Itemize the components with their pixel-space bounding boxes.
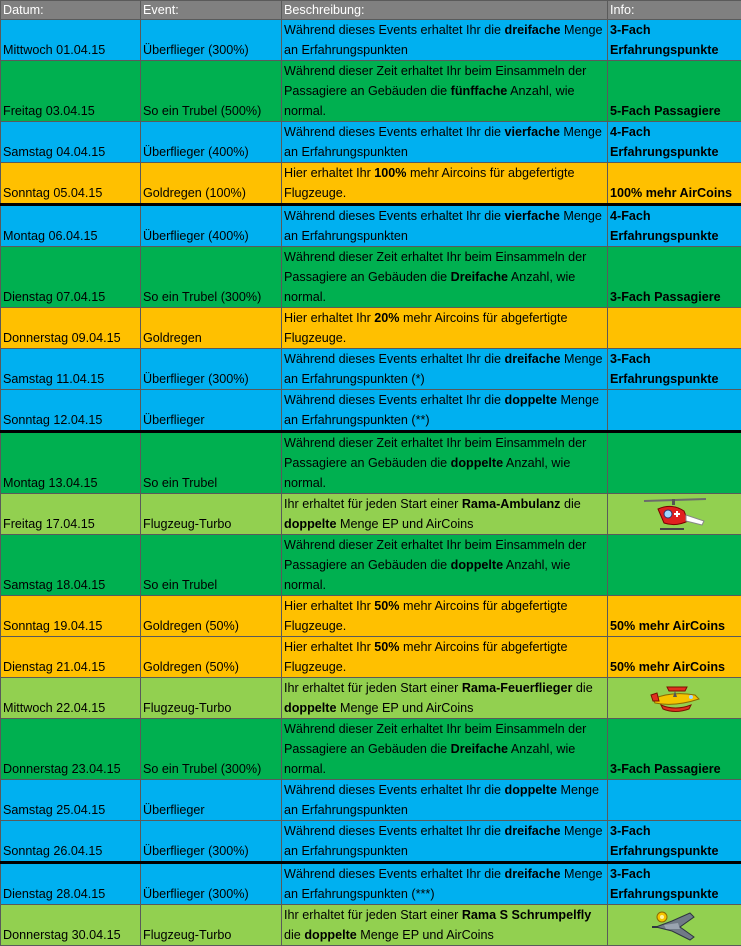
cell-info[interactable]: 50% mehr AirCoins bbox=[608, 637, 741, 678]
table-row bbox=[1, 678, 741, 719]
table-row bbox=[1, 20, 741, 61]
cell-date[interactable]: Dienstag 07.04.15 bbox=[1, 247, 141, 308]
cell-description[interactable]: Während dieses Events erhaltet Ihr die dreifache Menge an Erfahrungspunkten (***) bbox=[282, 863, 608, 905]
cell-info[interactable]: 4-Fach Erfahrungspunkte bbox=[608, 122, 741, 163]
header-row bbox=[1, 1, 741, 20]
cell-event[interactable]: So ein Trubel (500%) bbox=[141, 61, 282, 122]
cell-event[interactable]: Flugzeug-Turbo bbox=[141, 494, 282, 535]
cell-description[interactable]: Ihr erhaltet für jeden Start einer Rama S Schrumpelfly die doppelte Menge EP und AirCoins bbox=[282, 905, 608, 946]
cell-event[interactable]: Überflieger (300%) bbox=[141, 349, 282, 390]
cell-event[interactable]: So ein Trubel bbox=[141, 432, 282, 494]
cell-date[interactable]: Freitag 17.04.15 bbox=[1, 494, 141, 535]
cell-info[interactable]: 100% mehr AirCoins bbox=[608, 163, 741, 205]
cell-event[interactable]: Überflieger bbox=[141, 390, 282, 432]
table-row bbox=[1, 205, 741, 247]
table-row bbox=[1, 596, 741, 637]
shrink-plane-icon bbox=[650, 907, 700, 943]
cell-description[interactable]: Während dieses Events erhaltet Ihr die vierfache Menge an Erfahrungspunkten bbox=[282, 122, 608, 163]
cell-description[interactable]: Ihr erhaltet für jeden Start einer Rama-Ambulanz die doppelte Menge EP und AirCoins bbox=[282, 494, 608, 535]
table-row bbox=[1, 122, 741, 163]
ambulance-helicopter-icon bbox=[642, 495, 708, 533]
cell-description[interactable]: Hier erhaltet Ihr 50% mehr Aircoins für abgefertigte Flugzeuge. bbox=[282, 637, 608, 678]
table-row bbox=[1, 308, 741, 349]
header-date[interactable]: Datum: bbox=[1, 1, 141, 20]
cell-description[interactable]: Hier erhaltet Ihr 50% mehr Aircoins für abgefertigte Flugzeuge. bbox=[282, 596, 608, 637]
cell-event[interactable]: Überflieger bbox=[141, 780, 282, 821]
cell-info[interactable]: 3-Fach Erfahrungspunkte bbox=[608, 349, 741, 390]
cell-info[interactable] bbox=[608, 390, 741, 432]
cell-info[interactable] bbox=[608, 432, 741, 494]
table-row bbox=[1, 535, 741, 596]
cell-description[interactable]: Während dieses Events erhaltet Ihr die vierfache Menge an Erfahrungspunkten bbox=[282, 205, 608, 247]
cell-description[interactable]: Während dieser Zeit erhaltet Ihr beim Einsammeln der Passagiere an Gebäuden die fünffache Anzahl, wie normal. bbox=[282, 61, 608, 122]
cell-date[interactable]: Samstag 11.04.15 bbox=[1, 349, 141, 390]
cell-date[interactable]: Montag 06.04.15 bbox=[1, 205, 141, 247]
table-row bbox=[1, 780, 741, 821]
cell-event[interactable]: Flugzeug-Turbo bbox=[141, 678, 282, 719]
cell-description[interactable]: Hier erhaltet Ihr 20% mehr Aircoins für abgefertigte Flugzeuge. bbox=[282, 308, 608, 349]
cell-info[interactable]: 5-Fach Passagiere bbox=[608, 61, 741, 122]
cell-description[interactable]: Ihr erhaltet für jeden Start einer Rama-Feuerflieger die doppelte Menge EP und AirCoins bbox=[282, 678, 608, 719]
cell-event[interactable]: Überflieger (300%) bbox=[141, 821, 282, 863]
cell-description[interactable]: Während dieses Events erhaltet Ihr die dreifache Menge an Erfahrungspunkten bbox=[282, 20, 608, 61]
cell-event[interactable]: Goldregen (50%) bbox=[141, 596, 282, 637]
cell-info[interactable] bbox=[608, 535, 741, 596]
cell-event[interactable]: Überflieger (400%) bbox=[141, 205, 282, 247]
cell-date[interactable]: Samstag 04.04.15 bbox=[1, 122, 141, 163]
cell-description[interactable]: Während dieser Zeit erhaltet Ihr beim Einsammeln der Passagiere an Gebäuden die Dreifache Anzahl, wie normal. bbox=[282, 719, 608, 780]
cell-info[interactable]: 4-Fach Erfahrungspunkte bbox=[608, 205, 741, 247]
cell-info[interactable] bbox=[608, 780, 741, 821]
cell-event[interactable]: Überflieger (300%) bbox=[141, 863, 282, 905]
cell-date[interactable]: Mittwoch 22.04.15 bbox=[1, 678, 141, 719]
cell-date[interactable]: Montag 13.04.15 bbox=[1, 432, 141, 494]
table-row bbox=[1, 61, 741, 122]
cell-date[interactable]: Freitag 03.04.15 bbox=[1, 61, 141, 122]
table-row bbox=[1, 637, 741, 678]
cell-event[interactable]: So ein Trubel (300%) bbox=[141, 247, 282, 308]
cell-info[interactable] bbox=[608, 308, 741, 349]
table-row bbox=[1, 349, 741, 390]
cell-info[interactable] bbox=[608, 905, 741, 946]
cell-date[interactable]: Sonntag 05.04.15 bbox=[1, 163, 141, 205]
cell-description[interactable]: Hier erhaltet Ihr 100% mehr Aircoins für abgefertigte Flugzeuge. bbox=[282, 163, 608, 205]
cell-date[interactable]: Mittwoch 01.04.15 bbox=[1, 20, 141, 61]
cell-date[interactable]: Sonntag 26.04.15 bbox=[1, 821, 141, 863]
header-description[interactable]: Beschreibung: bbox=[282, 1, 608, 20]
cell-info[interactable]: 3-Fach Passagiere bbox=[608, 719, 741, 780]
cell-event[interactable]: Goldregen (100%) bbox=[141, 163, 282, 205]
cell-event[interactable]: Flugzeug-Turbo bbox=[141, 905, 282, 946]
header-event[interactable]: Event: bbox=[141, 1, 282, 20]
cell-date[interactable]: Donnerstag 23.04.15 bbox=[1, 719, 141, 780]
cell-description[interactable]: Während dieser Zeit erhaltet Ihr beim Einsammeln der Passagiere an Gebäuden die Dreifache Anzahl, wie normal. bbox=[282, 247, 608, 308]
cell-description[interactable]: Während dieser Zeit erhaltet Ihr beim Einsammeln der Passagiere an Gebäuden die doppelte Anzahl, wie normal. bbox=[282, 535, 608, 596]
cell-event[interactable]: Überflieger (300%) bbox=[141, 20, 282, 61]
table-row bbox=[1, 494, 741, 535]
cell-description[interactable]: Während dieses Events erhaltet Ihr die doppelte Menge an Erfahrungspunkten bbox=[282, 780, 608, 821]
cell-info[interactable]: 3-Fach Erfahrungspunkte bbox=[608, 20, 741, 61]
cell-date[interactable]: Samstag 25.04.15 bbox=[1, 780, 141, 821]
table-row bbox=[1, 432, 741, 494]
cell-event[interactable]: Goldregen bbox=[141, 308, 282, 349]
cell-info[interactable] bbox=[608, 494, 741, 535]
cell-date[interactable]: Donnerstag 09.04.15 bbox=[1, 308, 141, 349]
table-row bbox=[1, 821, 741, 863]
header-info[interactable]: Info: bbox=[608, 1, 741, 20]
cell-date[interactable]: Sonntag 12.04.15 bbox=[1, 390, 141, 432]
firefighter-plane-icon bbox=[647, 681, 703, 715]
cell-info[interactable]: 3-Fach Erfahrungspunkte bbox=[608, 821, 741, 863]
table-row bbox=[1, 905, 741, 946]
table-row bbox=[1, 163, 741, 205]
cell-description[interactable]: Während dieses Events erhaltet Ihr die dreifache Menge an Erfahrungspunkten (*) bbox=[282, 349, 608, 390]
cell-info[interactable] bbox=[608, 678, 741, 719]
cell-info[interactable]: 3-Fach Erfahrungspunkte bbox=[608, 863, 741, 905]
cell-date[interactable]: Dienstag 28.04.15 bbox=[1, 863, 141, 905]
cell-date[interactable]: Dienstag 21.04.15 bbox=[1, 637, 141, 678]
table-row bbox=[1, 863, 741, 905]
cell-info[interactable]: 50% mehr AirCoins bbox=[608, 596, 741, 637]
cell-event[interactable]: So ein Trubel bbox=[141, 535, 282, 596]
table-row bbox=[1, 390, 741, 432]
cell-event[interactable]: Goldregen (50%) bbox=[141, 637, 282, 678]
cell-info[interactable]: 3-Fach Passagiere bbox=[608, 247, 741, 308]
cell-date[interactable]: Sonntag 19.04.15 bbox=[1, 596, 141, 637]
cell-description[interactable]: Während dieses Events erhaltet Ihr die doppelte Menge an Erfahrungspunkten (**) bbox=[282, 390, 608, 432]
table-row bbox=[1, 719, 741, 780]
cell-date[interactable]: Donnerstag 30.04.15 bbox=[1, 905, 141, 946]
cell-event[interactable]: Überflieger (400%) bbox=[141, 122, 282, 163]
cell-date[interactable]: Samstag 18.04.15 bbox=[1, 535, 141, 596]
cell-event[interactable]: So ein Trubel (300%) bbox=[141, 719, 282, 780]
cell-description[interactable]: Während dieser Zeit erhaltet Ihr beim Einsammeln der Passagiere an Gebäuden die doppelte Anzahl, wie normal. bbox=[282, 432, 608, 494]
table-row bbox=[1, 247, 741, 308]
cell-description[interactable]: Während dieses Events erhaltet Ihr die dreifache Menge an Erfahrungspunkten bbox=[282, 821, 608, 863]
